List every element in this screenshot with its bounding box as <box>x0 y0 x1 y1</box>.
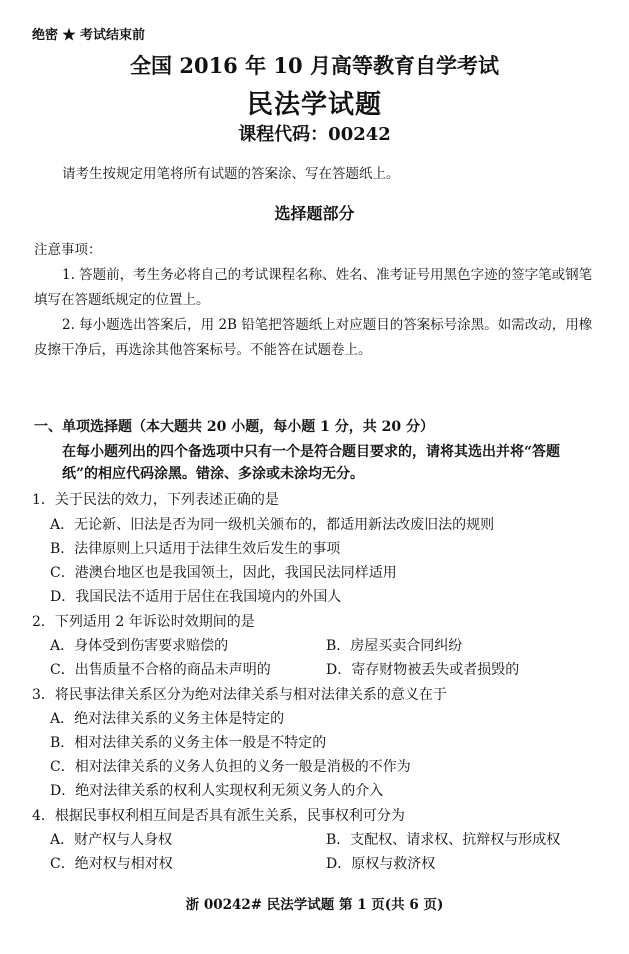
question-stem: 1．关于民法的效力，下列表述正确的是 <box>32 492 279 508</box>
question-stem: 4．根据民事权利相互间是否具有派生关系，民事权利可分为 <box>32 808 405 824</box>
section-title: 一、单项选择题（本大题共 20 小题，每小题 1 分，共 20 分） <box>34 419 434 435</box>
question-option: A．身体受到伤害要求赔偿的 <box>50 638 229 654</box>
question-option: A．无论新、旧法是否为同一级机关颁布的，都适用新法改废旧法的规则 <box>50 517 495 533</box>
attention-item-1-line-1: 1. 答题前，考生务必将自己的考试课程名称、姓名、准考证号用黑色字迹的签字笔或钢笔 <box>62 267 593 283</box>
part-title: 选择题部分 <box>274 204 355 223</box>
question-stem: 2．下列适用 2 年诉讼时效期间的是 <box>32 614 255 630</box>
question-option: D．我国民法不适用于居住在我国境内的外国人 <box>50 589 342 605</box>
question-option: D．绝对法律关系的权利人实现权利无须义务人的介入 <box>50 783 384 799</box>
question-option: B．法律原则上只适用于法律生效后发生的事项 <box>50 541 341 557</box>
answer-notice: 请考生按规定用笔将所有试题的答案涂、写在答题纸上。 <box>62 166 400 182</box>
page-footer: 浙 00242# 民法学试题 第 1 页(共 6 页) <box>185 897 444 913</box>
question-option: C．港澳台地区也是我国领土，因此，我国民法同样适用 <box>50 565 397 581</box>
confidential-label: 绝密 ★ 考试结束前 <box>32 28 146 43</box>
question-option: B．支配权、请求权、抗辩权与形成权 <box>326 832 561 848</box>
exam-title: 全国 2016 年 10 月高等教育自学考试 <box>130 53 499 78</box>
question-option: D．原权与救济权 <box>326 856 436 872</box>
question-option: A．财产权与人身权 <box>50 832 173 848</box>
question-stem: 3．将民事法律关系区分为绝对法律关系与相对法律关系的意义在于 <box>32 687 447 703</box>
question-option: A．绝对法律关系的义务主体是特定的 <box>50 711 285 727</box>
attention-item-2-line-1: 2. 每小题选出答案后，用 2B 铅笔把答题纸上对应题目的答案标号涂黑。如需改动，用橡 <box>62 317 593 333</box>
attention-heading: 注意事项： <box>34 242 102 258</box>
subject-title: 民法学试题 <box>246 90 382 120</box>
question-option: C．绝对权与相对权 <box>50 856 173 872</box>
course-code: 课程代码：00242 <box>238 124 391 145</box>
attention-item-1-line-2: 填写在答题纸规定的位置上。 <box>34 292 210 308</box>
question-option: C．出售质量不合格的商品未声明的 <box>50 662 271 678</box>
question-option: C．相对法律关系的义务人负担的义务一般是消极的不作为 <box>50 759 411 775</box>
question-option: B．相对法律关系的义务主体一般是不特定的 <box>50 735 327 751</box>
question-option: D．寄存财物被丢失或者损毁的 <box>326 662 520 678</box>
section-instruction-line-1: 在每小题列出的四个备选项中只有一个是符合题目要求的，请将其选出并将“答题 <box>62 444 561 460</box>
question-option: B．房屋买卖合同纠纷 <box>326 638 463 654</box>
section-instruction-line-2: 纸”的相应代码涂黑。错涂、多涂或未涂均无分。 <box>62 466 365 482</box>
attention-item-2-line-2: 皮擦干净后，再选涂其他答案标号。不能答在试题卷上。 <box>34 342 372 358</box>
